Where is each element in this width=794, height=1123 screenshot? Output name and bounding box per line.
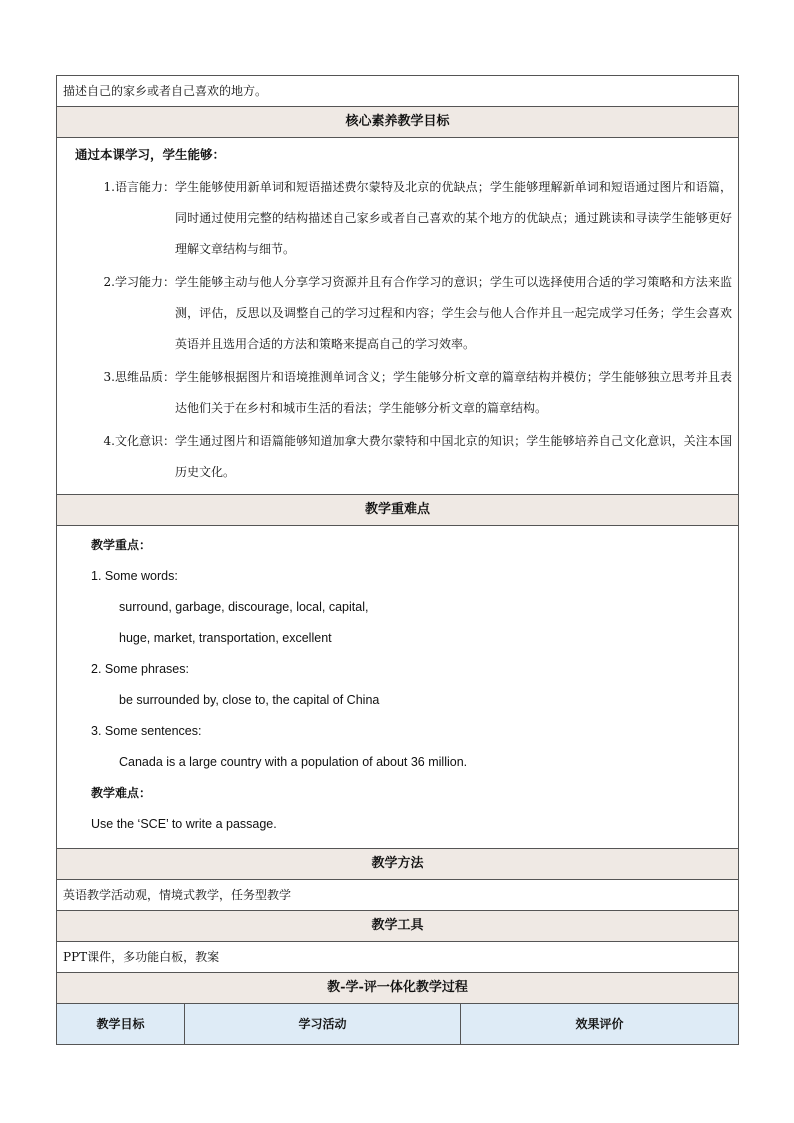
- focus-label: 教学重点：: [91, 538, 152, 552]
- process-heading: 教-学-评一体化教学过程: [57, 973, 739, 1004]
- goal-text: 学生能够主动与他人分享学习资源并且有合作学习的意识；学生可以选择使用合适的学习策略和方法来监测，评估，反思以及调整自己的学习过程和内容；学生会与他人合作并且一起完成学习任务；学生会喜欢英语并且选用合适的方法和策略来提高自己的学习效率。: [175, 275, 733, 351]
- goal-label: 2.学习能力：: [103, 275, 175, 289]
- core-goals-content: [57, 138, 739, 495]
- sentences-title: 3. Some sentences:: [91, 724, 202, 738]
- core-goals-header-row: [57, 107, 739, 138]
- words-title: 1. Some words:: [91, 569, 178, 583]
- column-header-activities: 学习活动: [185, 1004, 461, 1045]
- methods-row: [57, 880, 739, 911]
- key-points-content: [57, 526, 739, 849]
- lesson-plan-page: [56, 75, 738, 1045]
- goal-text: 学生通过图片和语篇能够知道加拿大费尔蒙特和中国北京的知识；学生能够培养自己文化意识，关注本国历史文化。: [175, 434, 733, 479]
- column-header-evaluation: 效果评价: [461, 1004, 739, 1045]
- difficulty-text: Use the ‘SCE’ to write a passage.: [91, 817, 277, 831]
- lesson-plan-table: [56, 75, 739, 1045]
- goal-item-learning: [57, 267, 732, 360]
- key-points-heading: 教学重难点: [57, 495, 739, 526]
- core-goals-heading: 核心素养教学目标: [57, 107, 739, 138]
- goal-item-culture: [57, 426, 732, 488]
- key-points-row: [57, 526, 739, 849]
- tools-heading: 教学工具: [57, 911, 739, 942]
- goal-item-language: [57, 172, 732, 265]
- sentence-line: Canada is a large country with a population of about 36 million.: [119, 755, 468, 769]
- process-columns-row: [57, 1004, 739, 1045]
- process-header-row: [57, 973, 739, 1004]
- tools-row: [57, 942, 739, 973]
- phrases-line: be surrounded by, close to, the capital of China: [119, 693, 380, 707]
- tools-text: PPT课件，多功能白板，教案: [57, 942, 739, 973]
- goal-text: 学生能够使用新单词和短语描述费尔蒙特及北京的优缺点；学生能够理解新单词和短语通过图片和语篇，同时通过使用完整的结构描述自己家乡或者自己喜欢的某个地方的优缺点；通过跳读和寻读学生能够更好理解文章结构与细节。: [175, 180, 733, 256]
- core-goals-row: [57, 138, 739, 495]
- goal-label: 4.文化意识：: [103, 434, 175, 448]
- goal-label: 1.语言能力：: [103, 180, 175, 194]
- intro-row: [57, 76, 739, 107]
- tools-header-row: [57, 911, 739, 942]
- phrases-title: 2. Some phrases:: [91, 662, 189, 676]
- goal-text: 学生能够根据图片和语境推测单词含义；学生能够分析文章的篇章结构并模仿；学生能够独立思考并且表达他们关于在乡村和城市生活的看法；学生能够分析文章的篇章结构。: [175, 370, 733, 415]
- key-points-header-row: [57, 495, 739, 526]
- words-line: surround, garbage, discourage, local, capital,: [119, 600, 369, 614]
- methods-heading: 教学方法: [57, 849, 739, 880]
- goal-item-thinking: [57, 362, 732, 424]
- words-line: huge, market, transportation, excellent: [119, 631, 332, 645]
- methods-header-row: [57, 849, 739, 880]
- column-header-goals: 教学目标: [57, 1004, 185, 1045]
- core-goals-lead: 通过本课学习，学生能够：: [75, 147, 226, 162]
- methods-text: 英语教学活动观，情境式教学，任务型教学: [57, 880, 739, 911]
- difficulty-label: 教学难点：: [91, 786, 152, 800]
- intro-text: 描述自己的家乡或者自己喜欢的地方。: [57, 76, 739, 107]
- goal-label: 3.思维品质：: [103, 370, 175, 384]
